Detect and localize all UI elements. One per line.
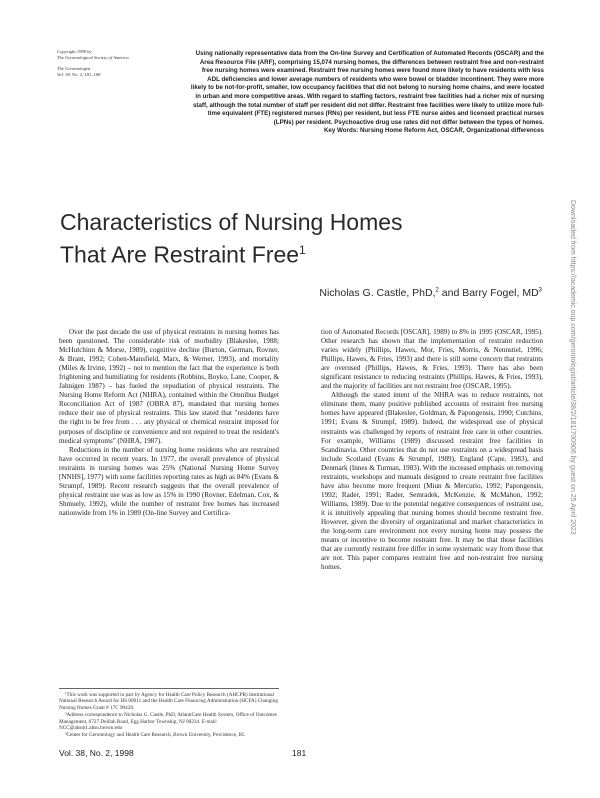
- paragraph: tion of Automated Records [OSCAR], 1989) to 8% in 1995 (OSCAR, 1995). Other research has shown that the implementation of restraint reduction varies widely (Phillips, Hawes, Mor, Fries, Morris, & Nennstiel, 1996; Phillips, Hawes, & Fries, 1993) and there is still some concern that restraints are overused (Phillips, Hawes, & Fries, 1993). There has also been significant resistance to reducing restraints (Phillips, Hawes, & Fries, 1993), and the majority of facilities are not restraint free (OSCAR, 1995).: [321, 328, 543, 391]
- download-watermark: [567, 200, 577, 540]
- author-2-mark: 3: [538, 287, 542, 294]
- title-line-2-text: That Are Restraint Free: [60, 241, 300, 268]
- title-footnote-mark: 1: [299, 243, 306, 257]
- title-line-2: [60, 236, 560, 269]
- author-2: Barry Fogel, MD: [462, 287, 539, 299]
- body-column-left: [59, 328, 279, 656]
- journal-meta: [57, 49, 177, 77]
- footer-volume: Vol. 38, No. 2, 1998: [59, 748, 134, 758]
- paragraph: Although the stated intent of the NHRA was to reduce restraints, not eliminate them, many positive published accounts of restraint free nursing homes have appeared (Blakeslee, Goldman, & Papongensis, 1990; Cutchins, 1991; Evans & Strumpf, 1989). Indeed, the widespread use of physical restraints was challenged by reports of restraint free care in other countries. For example, Williams (1989) discussed restraint free facilities in Scandinavia. Other countries that do not use restraints on a widespread basis include Scotland (Evans & Strumpf, 1989), England (Cape, 1983), and Denmark (Innes & Turman, 1983). With the increased emphasis on removing restraints, workshops and manuals designed to create restraint free facilities have also become more frequent (Miun & Mercurio, 1992; Papongensis, 1992; Rader, 1991; Rader, Semradek, McKenzie, & McMahon, 1992; Williams, 1989). Due to the potential negative consequences of restraint use, it is intuitively appealing that nursing homes should become restraint free. However, given the diversity of organizational and market characteristics in the long-term care environment not every nursing home may possess the means or incentive to become restraint free. It may be that those facilities that are currently restraint free differ in some systematic way from those that are not. This paper compares restraint free and non-restraint free nursing homes.: [321, 391, 543, 572]
- society-line: The Gerontological Society of America: [57, 54, 129, 60]
- author-line: [319, 287, 542, 299]
- body-column-right: [321, 328, 543, 572]
- keywords: Key Words: Nursing Home Reform Act, OSCAR, Organizational differences: [323, 127, 544, 135]
- volume-line: Vol. 38, No. 2, 181–188: [57, 71, 101, 77]
- copyright-line: Copyright 1998 by: [57, 49, 92, 54]
- author-1: Nicholas G. Castle, PhD,: [319, 287, 436, 299]
- footnote: ²Address correspondence to Nicholas G. Castle, PhD, AtlantiCare Health System, Office of Outcomes Management, 6727 Delilah Road, Egg Harbor Township, NJ 08234. E-mail: NCC@ahsm1.ahsn.brown.edu: [59, 712, 277, 732]
- paragraph: Reductions in the number of nursing home residents who are restrained have occurred in recent years. In 1977, the overall prevalence of physical restraints in nursing homes was 25% (National Nursing Home Survey [NNHS], 1977) with some facilities reporting rates as high as 84% (Evans & Strumpf, 1989). Recent research suggests that the overall prevalence of physical restraint use was as low as 15% in 1990 (Rovner, Edelman, Cox, & Shmuely, 1992), while the number of restraint free homes has increased nationwide from 1% in 1989 (On-line Survey and Certifica-: [59, 445, 279, 517]
- download-watermark-text: Downloaded from https://academic.oup.com/gerontologist/article/38/2/181/700906 by guest on 25 April 2023: [569, 200, 576, 535]
- abstract: [190, 50, 544, 136]
- title-line-1: Characteristics of Nursing Homes: [60, 209, 403, 235]
- journal-name: The Gerontologist: [57, 66, 91, 72]
- abstract-text: Using nationally representative data from the On-line Survey and Certification of Automated Records (OSCAR) and the Area Resource File (ARF), comprising 15,074 nursing homes, the differences between restraint free and non-restraint free nursing homes were examined. Restraint free nursing homes were found more likely to have residents with less ADL deficiencies and lower average numbers of residents who were bowel or bladder incontinent. They were more likely to be not-for-profit, smaller, low occupancy facilities that did not belong to nursing home chains, and were located in urban and more competitive areas. With regard to staffing factors, restraint free facilities had a richer mix of nursing staff, although the total number of staff per resident did not differ. Restraint free facilities were likely to utilize more full-time equivalent (FTE) registered nurses (RNs) per resident, but less FTE nurse aides and licensed practical nurses (LPNs) per resident. Psychoactive drug use rates did not differ between the types of homes.: [190, 50, 544, 126]
- author-conjunction: and: [438, 287, 463, 299]
- page-number: 181: [292, 748, 307, 758]
- footnote: ³Center for Gerontology and Health Care Research, Brown University, Providence, RI.: [65, 732, 246, 739]
- paragraph: Over the past decade the use of physical restraints in nursing homes has been questioned. The considerable risk of morbidity (Blakeslee, 1988; McHutchinn & Morse, 1989), cognitive decline (Burton, German, Rovner, & Brant, 1992; Cohen-Mansfield, Marx, & Werner, 1993), and mortality (Miles & Irvine, 1992) – not to mention the fact that the experience is both frightening and humiliating for residents (Robbins, Boyko, Lane, Cooper, & Jahnigen 1987) – has fueled the repudiation of physical restraints. The Nursing Home Reform Act (NHRA), contained within the Omnibus Budget Reconciliation Act of 1987 (OBRA 87), mandated that nursing homes reduce their use of physical restraints. This law stated that "residents have the right to be free from . . . any physical or chemical restraint imposed for purposes of discipline or convenience and not required to treat the resident's medical symptoms" (NHRA, 1987).: [59, 328, 279, 445]
- author-1-mark: 2: [435, 287, 439, 294]
- article-title: [60, 208, 560, 269]
- footnotes: [59, 688, 279, 740]
- footnote: ¹This work was supported in part by Agency for Health Care Policy Research (AHCPR) Institutional National Research Award for HS 00011 and the Health Care Financing Administration (HCFA) Changing Nursing Homes Grant # 17C 90428.: [59, 692, 278, 711]
